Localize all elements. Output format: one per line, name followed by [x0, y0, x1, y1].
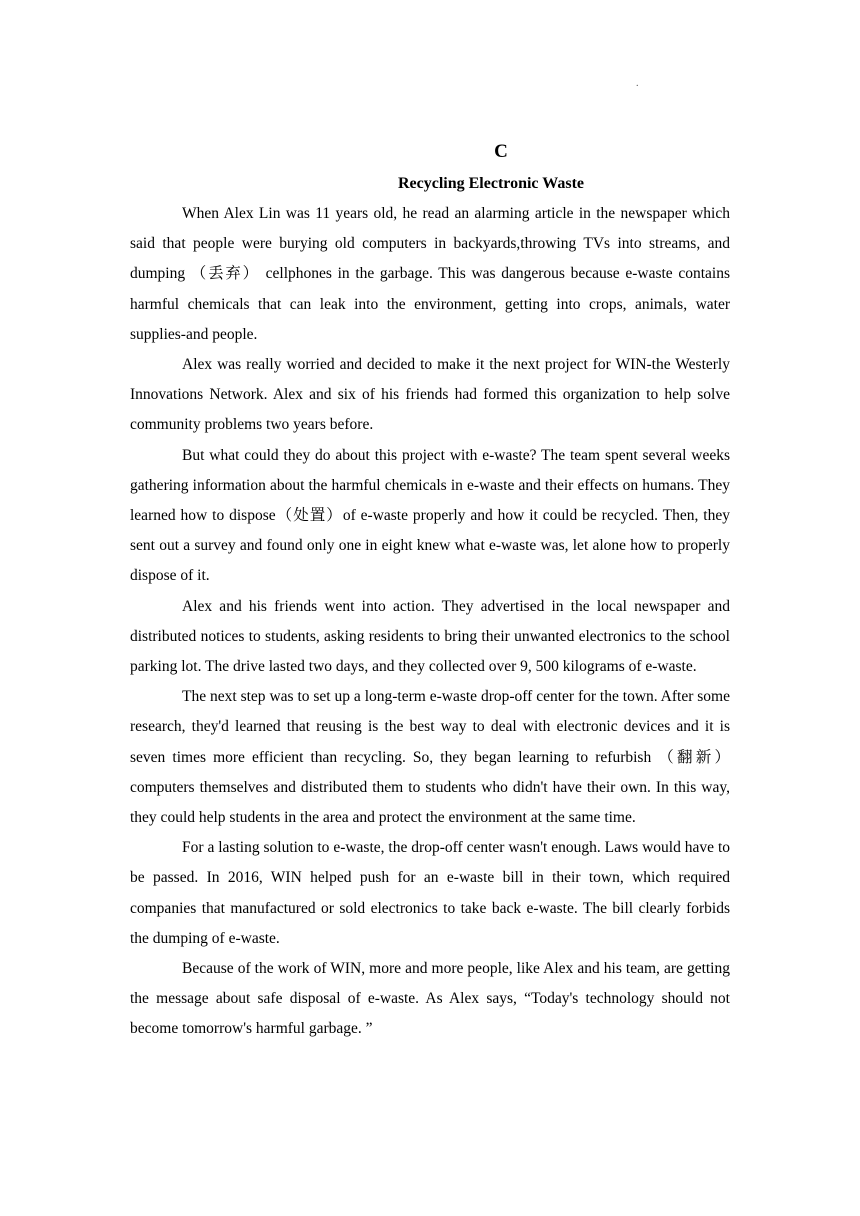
paragraph-4: Alex and his friends went into action. They advertised in the local newspaper and distributed notices to students, asking residents to bring their unwanted electronics to the school parking lot. The drive lasted two days, and they collected over 9, 500 kilograms of e-waste.: [130, 597, 730, 676]
article-body: [130, 199, 730, 1045]
paragraph-7: Because of the work of WIN, more and more people, like Alex and his team, are getting the message about safe disposal of e-waste. As Alex says, “Today's technology should not become tomorrow's harmful garbage. ”: [130, 960, 730, 1038]
page-marker: .: [636, 78, 639, 89]
paragraph-2: Alex was really worried and decided to make it the next project for WIN-the Westerly Innovations Network. Alex and six of his friends had formed this organization to help solve community problems two years before.: [130, 356, 730, 434]
article-title: Recycling Electronic Waste: [397, 175, 585, 192]
paragraph-1: When Alex Lin was 11 years old, he read an alarming article in the newspaper which said that people were burying old computers in backyards,throwing TVs into streams, and dumping （丢弃） cellphones in the garbage. This was dangerous because e-waste contains harmful chemicals that can leak into the environment, getting into crops, animals, water supplies-and people.: [130, 205, 730, 343]
paragraph-3: But what could they do about this project with e-waste? The team spent several weeks gathering information about the harmful chemicals in e-waste and their effects on humans. They learned how to dispose（处置）of e-waste properly and how it could be recycled. Then, they sent out a survey and found only one in eight knew what e-waste was, let alone how to properly dispose of it.: [130, 446, 730, 585]
section-letter: C: [494, 141, 508, 162]
paragraph-5: The next step was to set up a long-term e-waste drop-off center for the town. After some research, they'd learned that reusing is the best way to deal with electronic devices and it is seven times more efficient than recycling. So, they began learning to refurbish （翻新）computers themselves and distributed them to students who didn't have their own. In this way, they could help students in the area and protect the environment at the same time.: [130, 688, 730, 827]
paragraph-6: For a lasting solution to e-waste, the drop-off center wasn't enough. Laws would have to be passed. In 2016, WIN helped push for an e-waste bill in their town, which required companies that manufactured or sold electronics to take back e-waste. The bill clearly forbids the dumping of e-waste.: [130, 839, 730, 947]
